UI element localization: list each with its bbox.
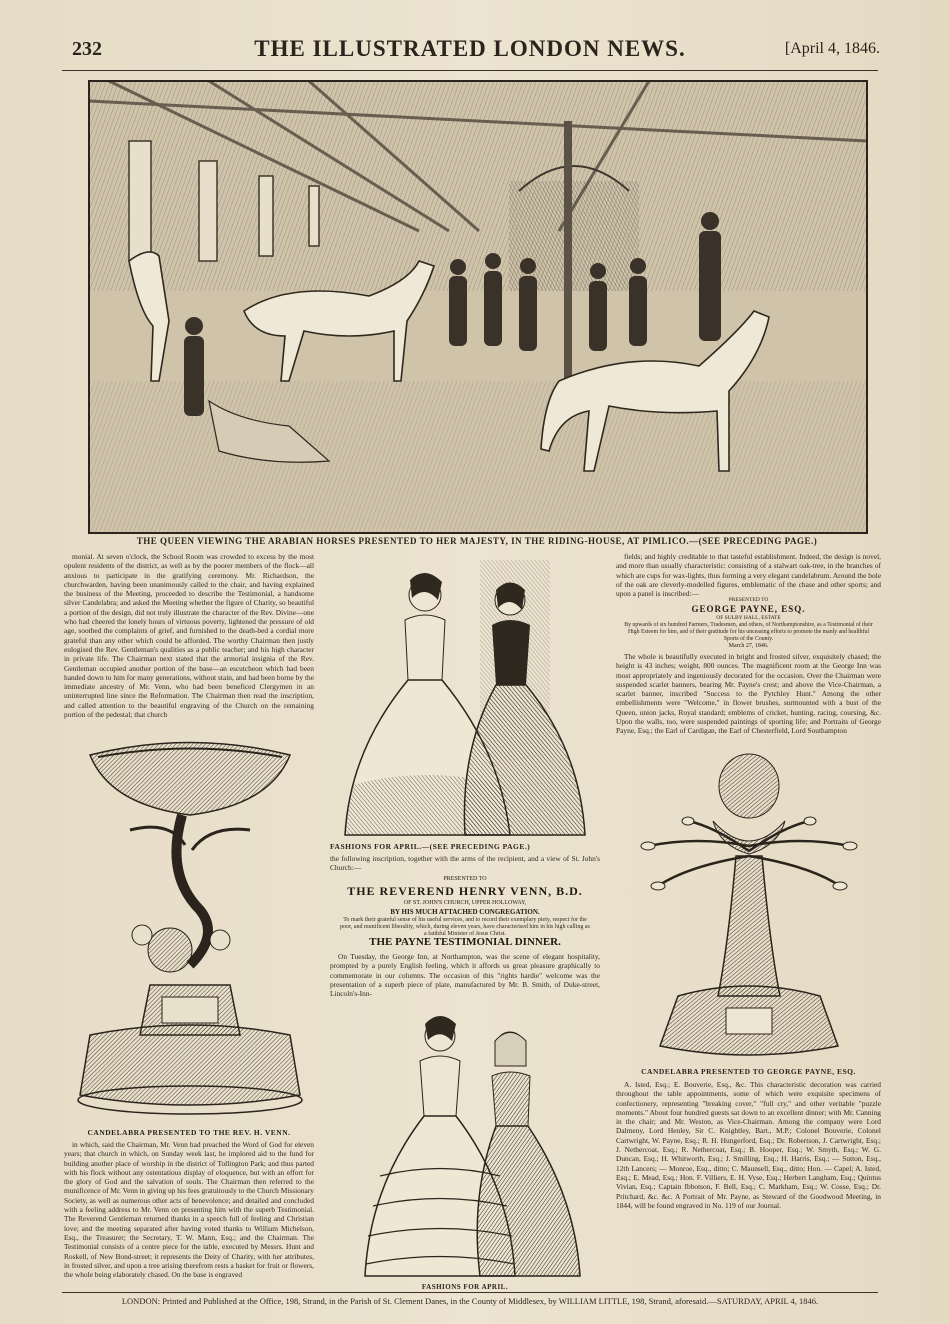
payne-dinner-paragraph: On Tuesday, the George Inn, at Northampton, was the scene of elegant hospitality, prompted by a purely English feeling, which it affords us great pleasure graphically to commemorate in our columns. The occasion of this "rights hardie" welcome was the presentation of a superb piece of plate, manufactured by Mr. B. Smith, of Duke-street, Lincoln's-Inn- <box>330 952 600 999</box>
payne-candelabra-caption: CANDELABRA PRESENTED TO GEORGE PAYNE, ESQ. <box>641 1067 856 1076</box>
page-number: 232 <box>72 38 102 60</box>
payne-dedication <box>622 622 875 642</box>
riding-house-caption: THE QUEEN VIEWING THE ARABIAN HORSES PRESENTED TO HER MAJESTY, IN THE RIDING-HOUSE, AT PIMLICO.—(SEE PRECEDING PAGE.) <box>136 536 818 546</box>
right-top-paragraph: fields; and highly creditable to that tasteful establishment. Indeed, the design is novel, and more than usually characteristic: consisting of a stalwart oak-tree, in the branches of which are cups for wax-lights, thus forming a very elegant candelabrum. Around the bole of the oak are cleverly-modelled figures, emblematic of the chase and other sports; and upon a panel is inscribed:— <box>616 552 881 599</box>
venn-candelabra-caption: CANDELABRA PRESENTED TO THE REV. H. VENN. <box>87 1128 291 1137</box>
payne-candelabra-engraving <box>618 746 880 1064</box>
issue-date: [April 4, 1846. <box>784 40 880 57</box>
payne-dinner-text <box>330 952 600 999</box>
imprint-footer: LONDON: Printed and Published at the Office, 198, Strand, in the Parish of St. Clement Danes, in the County of Middlesex, by WILLIAM LITTLE, 198, Strand, aforesaid.—SATURDAY, APRIL 4, 1846. <box>121 1296 819 1306</box>
payne-recipient-name: GEORGE PAYNE, ESQ. <box>691 604 806 614</box>
venn-congregation-line: BY HIS MUCH ATTACHED CONGREGATION. <box>390 908 540 916</box>
right-column-bottom-text <box>616 1080 881 1288</box>
right-body-paragraph: The whole is beautifully executed in bright and frosted silver, exquisitely chased; the height is 43 inches; weight, 800 ounces. The magnificent room at the George Inn was most appropriately and ingeniously decorated for the occasion. Over the Chairman were suspended scarlet banners, bearing Mr. Payne's crest; and above the Vice-Chairman, a scarlet banner, inscribed "Success to the Pytchley Hunt." Among the other embellishments were "Welcome," in flower brushes, surmounted with a bust of the Queen, union jacks, Royal standard; emblems of cricket, hunting, racing, coursing, &c. Upon the walls, too, were suspended paintings of sporting life; and Portraits of George Payne, Esq.; the Earl of Cardigan, the Earl of Chesterfield, Lord Southampton <box>616 652 881 736</box>
left-top-paragraph: monial. At seven o'clock, the School Room was crowded to excess by the most opulent residents of the district, as well as by the poorer members of the flock—all anxious to participate in the gratifying ceremony. Mr. Richardson, the churchwarden, having been unanimously called to the chair, and having explained the business of the Meeting, proceeded to describe the Testimonial, a handsome silver Candelabra; and asked the Meeting whether the figure of Charity, so beautiful a portion of the design, did not truly illustrate the character of the Rev. Divine—one who had cheered the lonely hours of virtuous poverty, lightened the pressure of old age, soothed the complaints of grief, and furnished to the death-bed a cordial more grateful than any other which could be afforded. The worthy Chairman then justly eulogised the Rev. Gentleman's qualities as a public teacher; and his high character in private life. The Chairman next stated that the armorial insignia of the Rev. Gentleman occupied another portion of the base—an escutcheon which had been handed down to him for many generations, without stain, and had been borne by the immediate ancestry of Mr. Venn, who had been beneficed Clergymen in an uninterrupted line since the Reformation. The Chairman then read the inscription, and called attention to the beautiful engraving of the Church on the remaining portion of the pedestal; that church <box>64 552 314 720</box>
fashions-engraving-top <box>330 550 600 840</box>
newspaper-title: THE ILLUSTRATED LONDON NEWS. <box>254 36 686 61</box>
venn-dedication <box>340 917 590 937</box>
middle-intro-paragraph: the following inscription, together with the arms of the recipient, and a view of St. John's Church:— <box>330 854 600 873</box>
payne-dinner-heading: THE PAYNE TESTIMONIAL DINNER. <box>369 936 561 948</box>
payne-dedication-date: March 27, 1846. <box>728 643 769 649</box>
fashions-caption-bottom: FASHIONS FOR APRIL. <box>421 1283 509 1291</box>
footer-rule <box>62 1292 878 1293</box>
payne-presented-label: PRESENTED TO <box>728 597 769 603</box>
left-column-top-text <box>64 552 314 728</box>
right-bottom-paragraph: A. Isted, Esq.; E. Bouverie, Esq., &c. This characteristic decoration was carried throughout the table appointments, some of which were exquisite specimens of confectionery, representing "breaking cover," "full cry," and other veritable "puzzle moments." About four hundred guests sat down to an excellent dinner; with Mr. Canning in the chair; and Mr. Weston, as Vice-Chairman. Among the company were Lord Dalmeny, Lord Henley, Sir C. Knightley, Bart., M.P.; Colonel Bouverie, Colonel Cartwright, W. Payne, Esq.; R. H. Hungerford, Esq.; Dr. Robertson, J. Cartwright, Esq.; J. Nethercoat, Esq.; R. Nethercoat, Esq.; B. Hooper, Esq.; W. Smyth, Esq.; W. G. Duncan, Esq.; H. Whitworth, Esq.; J. Smilling, Esq.; H. Harris, Esq.; — Sutton, Esq., 12th Lancers; — Monroe, Esq., ditto; C. Maunsell, Esq., ditto; Hon. — Capel; A. Isted, Esq.; E. Mead, Esq.; Hon. F. Villiers, E. H. Vyse, Esq.; Herbert Langham, Esq.; Quintus Vivian, Esq.; Captain Ibbotson, F. Bell, Esq.; C. Markham, Esq.; W. Cosse, Esq.; Dr. Pritchard, &c. &c. A Portrait of Mr. Payne, as Steward of the Goodwood Meeting, in 1844, will be found engraved in No. 119 of our Journal. <box>616 1080 881 1210</box>
venn-presented-label: PRESENTED TO <box>443 876 487 882</box>
left-bottom-paragraph: in which, said the Chairman, Mr. Venn had preached the Word of God for eleven years; that church in which, on Sunday week last, he implored aid to the fund for building another place of worship in the district of Tollington Park; and thus parted with his flock without any ostentatious display of eloquence, but with an effort for the glory of God and the salvation of souls. The Chairman then referred to the munificence of Mr. Venn in giving up his fees gratuitously to the Church Missionary Society, as well as numerous other acts of benevolence; and detailed and concluded with a feeling address to Mr. Venn on presenting him with the superb Testimonial. The Reverend Gentleman returned thanks in a speech full of feeling and Christian love; and the meeting separated after having voted thanks to William Michelson, Esq., the Treasurer; the Secretary, T. W. Mann, Esq.; and the Chairman. The Testimonial consists of a centre piece for the table, executed by Messrs. Hunt and Roskell, of New Bond-street; it represents the Deity of Charity, with her attributes, in frosted silver, and upon a tree arising therefrom rests a basket for fruit or flowers, the whole being elaborately chased. On the base is engraved <box>64 1140 314 1280</box>
fashions-engraving-bottom <box>340 996 590 1280</box>
venn-candelabra-engraving <box>70 735 310 1125</box>
payne-estate-line: OF SULBY HALL, ESTATE <box>716 615 781 621</box>
fashions-caption-top: FASHIONS FOR APRIL.—(SEE PRECEDING PAGE.) <box>330 842 531 851</box>
right-column-body-text <box>616 652 881 742</box>
right-column-top-text <box>616 552 881 598</box>
venn-recipient-name: THE REVEREND HENRY VENN, B.D. <box>347 884 583 898</box>
riding-house-engraving <box>88 80 868 534</box>
venn-church-line: OF ST. JOHN'S CHURCH, UPPER HOLLOWAY, <box>403 900 527 906</box>
masthead-rule <box>62 70 878 71</box>
middle-intro-text <box>330 854 600 876</box>
left-column-bottom-text <box>64 1140 314 1290</box>
masthead <box>60 28 880 68</box>
payne-dedication-text: By upwards of six hundred Farmers, Tradesmen, and others, of Northamptonshire, as a Testimonial of their High Esteem for him, and of their gratitude for his unceasing efforts to promote the manly and healthful Sports of the County. <box>624 622 873 642</box>
venn-dedication-text: To mark their grateful sense of his useful services, and to record their exemplary piety, respect for the poor, and munificent liberality, which, during eleven years, have characterised him in his high calling as a faithful Minister of Jesus Christ. <box>340 917 590 937</box>
